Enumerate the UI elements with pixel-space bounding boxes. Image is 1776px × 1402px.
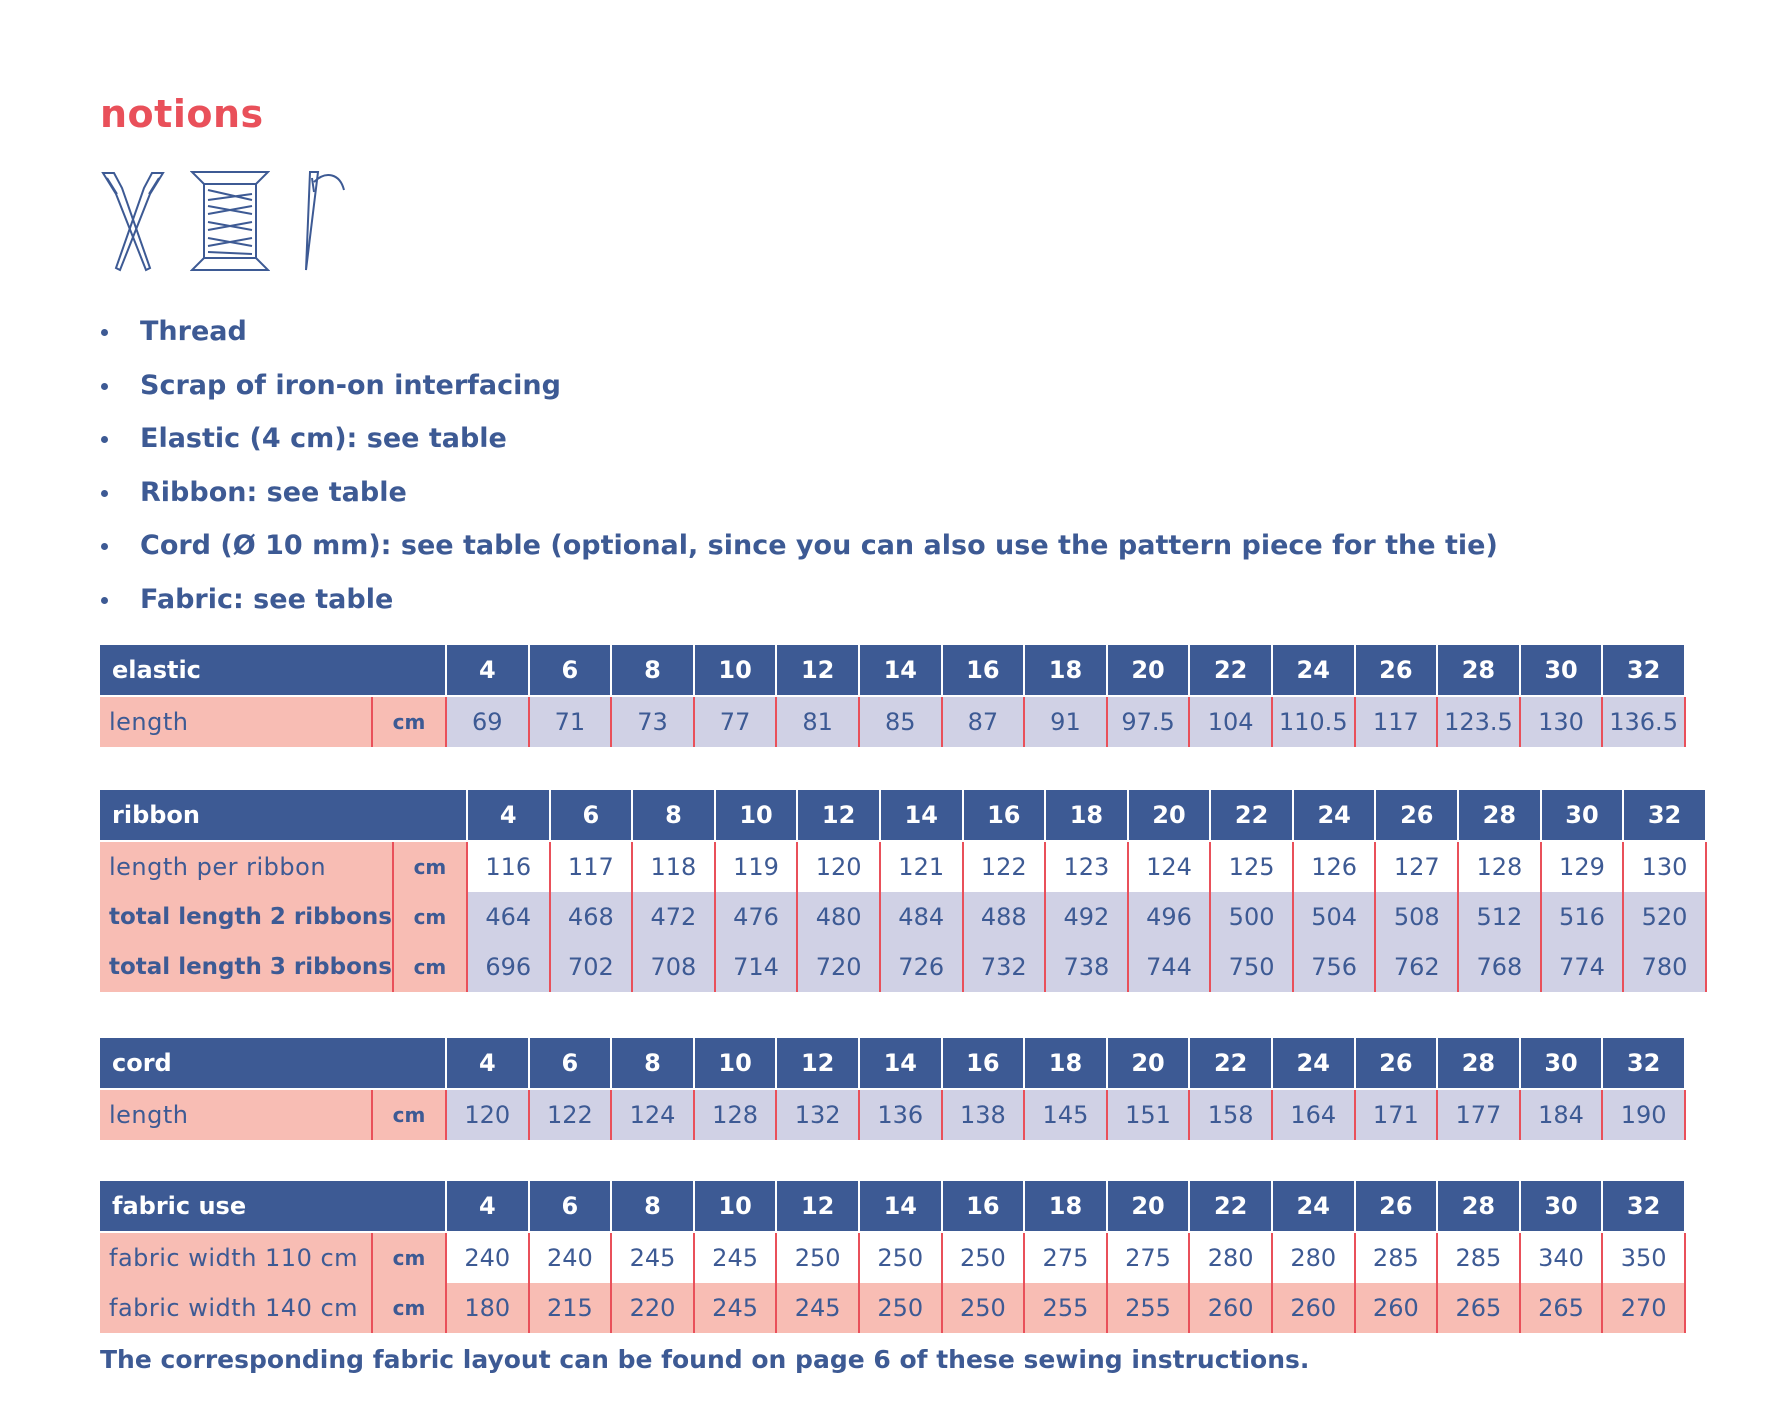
table-cell: 512 — [1458, 892, 1541, 942]
table-cell: 138 — [942, 1089, 1025, 1140]
table-cell: 476 — [715, 892, 798, 942]
table-cell: 184 — [1520, 1089, 1603, 1140]
table-cell: 97.5 — [1107, 696, 1190, 747]
table-cell: 285 — [1355, 1232, 1438, 1283]
table-cell: 250 — [859, 1232, 942, 1283]
table-cell: 128 — [694, 1089, 777, 1140]
row-unit: cm — [372, 1089, 446, 1140]
needle-icon — [296, 170, 348, 272]
table-cell: 768 — [1458, 942, 1541, 992]
table-cell: 496 — [1128, 892, 1211, 942]
table-cell: 117 — [550, 841, 633, 892]
row-label: fabric width 110 cm — [100, 1232, 372, 1283]
size-header: 28 — [1437, 1038, 1520, 1089]
table-cell: 158 — [1189, 1089, 1272, 1140]
table-cell: 726 — [880, 942, 963, 992]
table-cell: 120 — [797, 841, 880, 892]
table-cell: 280 — [1272, 1232, 1355, 1283]
size-header: 28 — [1437, 1181, 1520, 1232]
table-cell: 123 — [1045, 841, 1128, 892]
size-header: 26 — [1375, 790, 1458, 841]
size-header: 26 — [1355, 1181, 1438, 1232]
size-header: 20 — [1107, 645, 1190, 696]
table-cell: 110.5 — [1272, 696, 1355, 747]
size-header: 22 — [1189, 1181, 1272, 1232]
table-cell: 516 — [1541, 892, 1624, 942]
table-cell: 81 — [776, 696, 859, 747]
row-unit: cm — [372, 696, 446, 747]
table-cell: 708 — [632, 942, 715, 992]
size-header: 32 — [1623, 790, 1706, 841]
cord-table — [100, 1038, 1686, 1140]
size-header: 8 — [611, 1181, 694, 1232]
table-cell: 756 — [1293, 942, 1376, 992]
size-header: 16 — [963, 790, 1046, 841]
table-cell: 136.5 — [1602, 696, 1685, 747]
size-header: 6 — [529, 645, 612, 696]
size-header: 4 — [467, 790, 550, 841]
row-unit: cm — [393, 892, 467, 942]
size-header: 32 — [1602, 1038, 1685, 1089]
size-header: 30 — [1541, 790, 1624, 841]
table-row — [100, 1283, 1685, 1333]
size-header: 4 — [446, 1038, 529, 1089]
table-cell: 250 — [776, 1232, 859, 1283]
table-cell: 250 — [942, 1283, 1025, 1333]
size-header: 28 — [1437, 645, 1520, 696]
notion-item: Scrap of iron-on interfacing — [100, 366, 1498, 420]
size-header: 12 — [797, 790, 880, 841]
size-header: 30 — [1520, 645, 1603, 696]
size-header: 22 — [1210, 790, 1293, 841]
table-cell: 265 — [1520, 1283, 1603, 1333]
notion-item: Thread — [100, 312, 1498, 366]
size-header: 12 — [776, 645, 859, 696]
table-cell: 255 — [1024, 1283, 1107, 1333]
table-cell: 121 — [880, 841, 963, 892]
row-label: length — [100, 1089, 372, 1140]
size-header: 10 — [694, 1038, 777, 1089]
size-header: 18 — [1024, 645, 1107, 696]
table-cell: 129 — [1541, 841, 1624, 892]
table-cell: 350 — [1602, 1232, 1685, 1283]
size-header: 18 — [1024, 1181, 1107, 1232]
table-cell: 488 — [963, 892, 1046, 942]
size-header: 32 — [1602, 1181, 1685, 1232]
table-cell: 750 — [1210, 942, 1293, 992]
row-label: length per ribbon — [100, 841, 393, 892]
table-cell: 280 — [1189, 1232, 1272, 1283]
table-header-row — [100, 790, 1706, 841]
table-cell: 91 — [1024, 696, 1107, 747]
table-cell: 250 — [942, 1232, 1025, 1283]
table-cell: 151 — [1107, 1089, 1190, 1140]
table-cell: 118 — [632, 841, 715, 892]
table-title: ribbon — [100, 790, 467, 841]
row-label: total length 2 ribbons — [100, 892, 393, 942]
size-header: 14 — [859, 645, 942, 696]
table-row — [100, 841, 1706, 892]
table-cell: 250 — [859, 1283, 942, 1333]
size-header: 12 — [776, 1038, 859, 1089]
table-cell: 492 — [1045, 892, 1128, 942]
table-cell: 265 — [1437, 1283, 1520, 1333]
table-cell: 508 — [1375, 892, 1458, 942]
size-header: 16 — [942, 1181, 1025, 1232]
row-unit: cm — [372, 1283, 446, 1333]
table-title: fabric use — [100, 1181, 446, 1232]
table-cell: 87 — [942, 696, 1025, 747]
size-header: 20 — [1128, 790, 1211, 841]
ribbon-table — [100, 790, 1707, 992]
table-cell: 77 — [694, 696, 777, 747]
row-label: length — [100, 696, 372, 747]
table-cell: 738 — [1045, 942, 1128, 992]
size-header: 14 — [880, 790, 963, 841]
table-cell: 126 — [1293, 841, 1376, 892]
notions-list — [100, 312, 1498, 633]
table-cell: 240 — [529, 1232, 612, 1283]
table-header-row — [100, 645, 1685, 696]
table-row — [100, 1232, 1685, 1283]
table-cell: 104 — [1189, 696, 1272, 747]
table-cell: 714 — [715, 942, 798, 992]
notion-item: Cord (Ø 10 mm): see table (optional, since you can also use the pattern piece for the tie) — [100, 526, 1498, 580]
table-cell: 190 — [1602, 1089, 1685, 1140]
notion-item: Elastic (4 cm): see table — [100, 419, 1498, 473]
size-header: 16 — [942, 645, 1025, 696]
table-cell: 696 — [467, 942, 550, 992]
size-header: 30 — [1520, 1038, 1603, 1089]
row-label: total length 3 ribbons — [100, 942, 393, 992]
table-cell: 472 — [632, 892, 715, 942]
table-cell: 71 — [529, 696, 612, 747]
size-header: 10 — [715, 790, 798, 841]
table-cell: 285 — [1437, 1232, 1520, 1283]
row-unit: cm — [393, 841, 467, 892]
table-cell: 127 — [1375, 841, 1458, 892]
size-header: 22 — [1189, 645, 1272, 696]
notion-item: Ribbon: see table — [100, 473, 1498, 527]
table-cell: 260 — [1189, 1283, 1272, 1333]
table-cell: 123.5 — [1437, 696, 1520, 747]
table-cell: 69 — [446, 696, 529, 747]
table-cell: 504 — [1293, 892, 1376, 942]
size-header: 6 — [529, 1038, 612, 1089]
table-cell: 464 — [467, 892, 550, 942]
page-title: notions — [100, 92, 264, 136]
table-cell: 130 — [1520, 696, 1603, 747]
table-cell: 520 — [1623, 892, 1706, 942]
table-cell: 260 — [1272, 1283, 1355, 1333]
table-cell: 245 — [694, 1283, 777, 1333]
size-header: 10 — [694, 645, 777, 696]
table-cell: 171 — [1355, 1089, 1438, 1140]
size-header: 30 — [1520, 1181, 1603, 1232]
table-row — [100, 696, 1685, 747]
size-header: 14 — [859, 1038, 942, 1089]
table-row — [100, 942, 1706, 992]
table-cell: 480 — [797, 892, 880, 942]
table-cell: 275 — [1024, 1232, 1107, 1283]
size-header: 22 — [1189, 1038, 1272, 1089]
table-cell: 122 — [963, 841, 1046, 892]
size-header: 8 — [632, 790, 715, 841]
size-header: 24 — [1293, 790, 1376, 841]
table-cell: 180 — [446, 1283, 529, 1333]
table-cell: 762 — [1375, 942, 1458, 992]
size-header: 24 — [1272, 1181, 1355, 1232]
table-cell: 270 — [1602, 1283, 1685, 1333]
table-cell: 85 — [859, 696, 942, 747]
table-cell: 245 — [694, 1232, 777, 1283]
table-cell: 145 — [1024, 1089, 1107, 1140]
table-cell: 780 — [1623, 942, 1706, 992]
size-header: 26 — [1355, 645, 1438, 696]
size-header: 32 — [1602, 645, 1685, 696]
size-header: 12 — [776, 1181, 859, 1232]
table-row — [100, 1089, 1685, 1140]
table-cell: 220 — [611, 1283, 694, 1333]
size-header: 8 — [611, 1038, 694, 1089]
table-cell: 122 — [529, 1089, 612, 1140]
table-cell: 468 — [550, 892, 633, 942]
table-cell: 73 — [611, 696, 694, 747]
size-header: 20 — [1107, 1038, 1190, 1089]
table-cell: 177 — [1437, 1089, 1520, 1140]
table-cell: 720 — [797, 942, 880, 992]
table-cell: 120 — [446, 1089, 529, 1140]
notion-item: Fabric: see table — [100, 580, 1498, 634]
table-row — [100, 892, 1706, 942]
table-cell: 275 — [1107, 1232, 1190, 1283]
table-cell: 702 — [550, 942, 633, 992]
table-cell: 128 — [1458, 841, 1541, 892]
table-cell: 130 — [1623, 841, 1706, 892]
size-header: 24 — [1272, 645, 1355, 696]
table-cell: 117 — [1355, 696, 1438, 747]
size-header: 6 — [529, 1181, 612, 1232]
table-cell: 260 — [1355, 1283, 1438, 1333]
table-header-row — [100, 1038, 1685, 1089]
size-header: 28 — [1458, 790, 1541, 841]
table-title: elastic — [100, 645, 446, 696]
table-cell: 774 — [1541, 942, 1624, 992]
size-header: 6 — [550, 790, 633, 841]
row-unit: cm — [372, 1232, 446, 1283]
size-header: 16 — [942, 1038, 1025, 1089]
scissors-icon — [100, 170, 166, 272]
table-cell: 124 — [1128, 841, 1211, 892]
size-header: 14 — [859, 1181, 942, 1232]
size-header: 10 — [694, 1181, 777, 1232]
table-cell: 500 — [1210, 892, 1293, 942]
table-cell: 136 — [859, 1089, 942, 1140]
table-cell: 116 — [467, 841, 550, 892]
row-label: fabric width 140 cm — [100, 1283, 372, 1333]
size-header: 18 — [1024, 1038, 1107, 1089]
size-header: 26 — [1355, 1038, 1438, 1089]
table-cell: 484 — [880, 892, 963, 942]
footnote: The corresponding fabric layout can be found on page 6 of these sewing instructions. — [100, 1345, 1310, 1374]
table-cell: 119 — [715, 841, 798, 892]
table-cell: 732 — [963, 942, 1046, 992]
table-title: cord — [100, 1038, 446, 1089]
table-cell: 132 — [776, 1089, 859, 1140]
table-cell: 164 — [1272, 1089, 1355, 1140]
table-cell: 744 — [1128, 942, 1211, 992]
table-cell: 124 — [611, 1089, 694, 1140]
size-header: 4 — [446, 645, 529, 696]
table-cell: 245 — [776, 1283, 859, 1333]
table-cell: 240 — [446, 1232, 529, 1283]
table-cell: 215 — [529, 1283, 612, 1333]
row-unit: cm — [393, 942, 467, 992]
size-header: 4 — [446, 1181, 529, 1232]
table-cell: 245 — [611, 1232, 694, 1283]
table-cell: 125 — [1210, 841, 1293, 892]
size-header: 8 — [611, 645, 694, 696]
elastic-table — [100, 645, 1686, 747]
thread-spool-icon — [190, 170, 270, 272]
table-header-row — [100, 1181, 1685, 1232]
size-header: 20 — [1107, 1181, 1190, 1232]
table-cell: 340 — [1520, 1232, 1603, 1283]
size-header: 24 — [1272, 1038, 1355, 1089]
size-header: 18 — [1045, 790, 1128, 841]
fabric-use-table — [100, 1181, 1686, 1333]
table-cell: 255 — [1107, 1283, 1190, 1333]
